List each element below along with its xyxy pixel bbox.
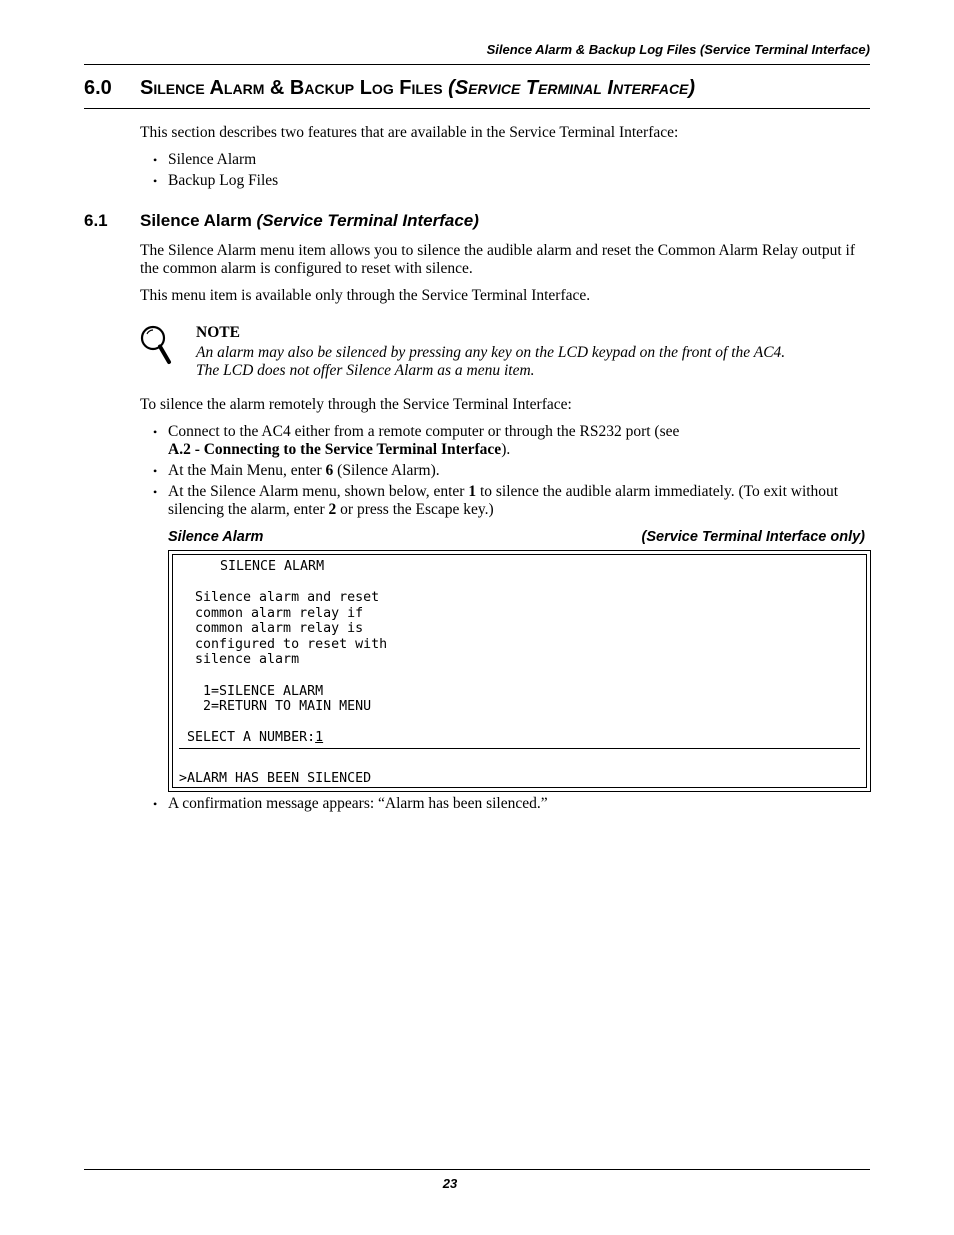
step-3-text-e: or press the Escape key.): [336, 501, 494, 518]
intro-bullet-text: Silence Alarm: [168, 151, 257, 168]
terminal-description-line: silence alarm: [195, 652, 300, 667]
section-title-plain: Silence Alarm & Backup Log Files: [140, 77, 443, 99]
terminal-prompt-label: SELECT A NUMBER:: [187, 730, 316, 745]
subsection-heading: [84, 211, 479, 231]
note-title: NOTE: [196, 324, 240, 341]
intro-bullet: [153, 151, 868, 169]
terminal-option-return: 2=RETURN TO MAIN MENU: [203, 699, 372, 714]
figure-caption: Silence Alarm: [168, 529, 264, 545]
step-bullet: [153, 483, 868, 519]
terminal-description-line: Silence alarm and reset: [195, 590, 380, 605]
terminal-frame: [172, 554, 867, 788]
step-1-suffix: ).: [501, 441, 511, 458]
step-2-suffix: (Silence Alarm).: [333, 462, 440, 479]
section-heading: [84, 77, 870, 100]
section-title-italic: (Service Terminal Interface): [448, 77, 696, 99]
paragraph-remote-intro: To silence the alarm remotely through the Service Terminal Interface:: [140, 396, 572, 413]
step-text: [168, 483, 868, 519]
paragraph-availability: This menu item is available only through the Service Terminal Interface.: [140, 287, 591, 304]
terminal-description-line: configured to reset with: [195, 637, 388, 652]
subsection-title-italic: (Service Terminal Interface): [256, 211, 479, 230]
subsection-title-plain: Silence Alarm: [140, 211, 252, 230]
bullet-dot: •: [153, 797, 158, 811]
running-header: Silence Alarm & Backup Log Files (Service Terminal Interface): [486, 42, 870, 57]
confirmation-text: A confirmation message appears: “Alarm has been silenced.”: [168, 795, 548, 812]
page-number: 23: [442, 1176, 458, 1191]
bullet-dot: •: [153, 174, 158, 188]
section-rule: [84, 108, 870, 109]
terminal-description-line: common alarm relay if: [195, 606, 364, 621]
terminal-status-message: >ALARM HAS BEEN SILENCED: [179, 771, 372, 786]
figure-caption-qualifier: (Service Terminal Interface only): [641, 529, 865, 545]
step-3-key-2: 2: [328, 501, 337, 518]
bullet-dot: •: [153, 464, 158, 478]
step-bullet: [153, 423, 868, 459]
intro-paragraph: This section describes two features that are available in the Service Terminal Interface:: [140, 124, 679, 141]
step-3-text-a: At the Silence Alarm menu, shown below, enter: [168, 483, 469, 500]
bullet-dot: •: [153, 425, 158, 439]
terminal-screen: [168, 550, 871, 792]
step-1-text: Connect to the AC4 either from a remote computer or through the RS232 port (see: [168, 423, 680, 440]
bullet-dot: •: [153, 485, 158, 499]
subsection-number: 6.1: [84, 211, 108, 230]
confirmation-bullet: [153, 795, 868, 813]
section-number: 6.0: [84, 77, 112, 99]
step-3-text-c: to silence the audible alarm immediately. (To exit without silencing the alarm, enter: [168, 483, 839, 518]
footer-rule: [84, 1169, 870, 1170]
step-text: [168, 423, 868, 459]
header-rule: [84, 64, 870, 65]
paragraph-silence-alarm-description: The Silence Alarm menu item allows you to silence the audible alarm and reset the Common Alarm Relay output if the common alarm is configured to reset with silence.: [140, 242, 855, 277]
step-1-reference: A.2 - Connecting to the Service Terminal Interface: [168, 441, 502, 458]
step-bullet: [153, 462, 868, 480]
step-3-key-1: 1: [468, 483, 477, 500]
step-2-text: At the Main Menu, enter: [168, 462, 326, 479]
terminal-input[interactable]: 1: [315, 730, 324, 745]
intro-bullet: [153, 172, 868, 190]
note-body: An alarm may also be silenced by pressing any key on the LCD keypad on the front of the AC4. The LCD does not offer Silence Alarm as a menu item.: [196, 344, 786, 379]
bullet-dot: •: [153, 153, 158, 167]
terminal-divider: [179, 748, 860, 749]
intro-bullet-text: Backup Log Files: [168, 172, 279, 189]
magnifier-note-icon: [138, 324, 174, 366]
terminal-title: SILENCE ALARM: [220, 559, 325, 574]
step-2-key: 6: [325, 462, 334, 479]
step-text: [168, 462, 868, 480]
terminal-description-line: common alarm relay is: [195, 621, 364, 636]
section-title: [140, 77, 695, 99]
terminal-option-silence: 1=SILENCE ALARM: [203, 684, 324, 699]
terminal-prompt: [187, 730, 323, 745]
